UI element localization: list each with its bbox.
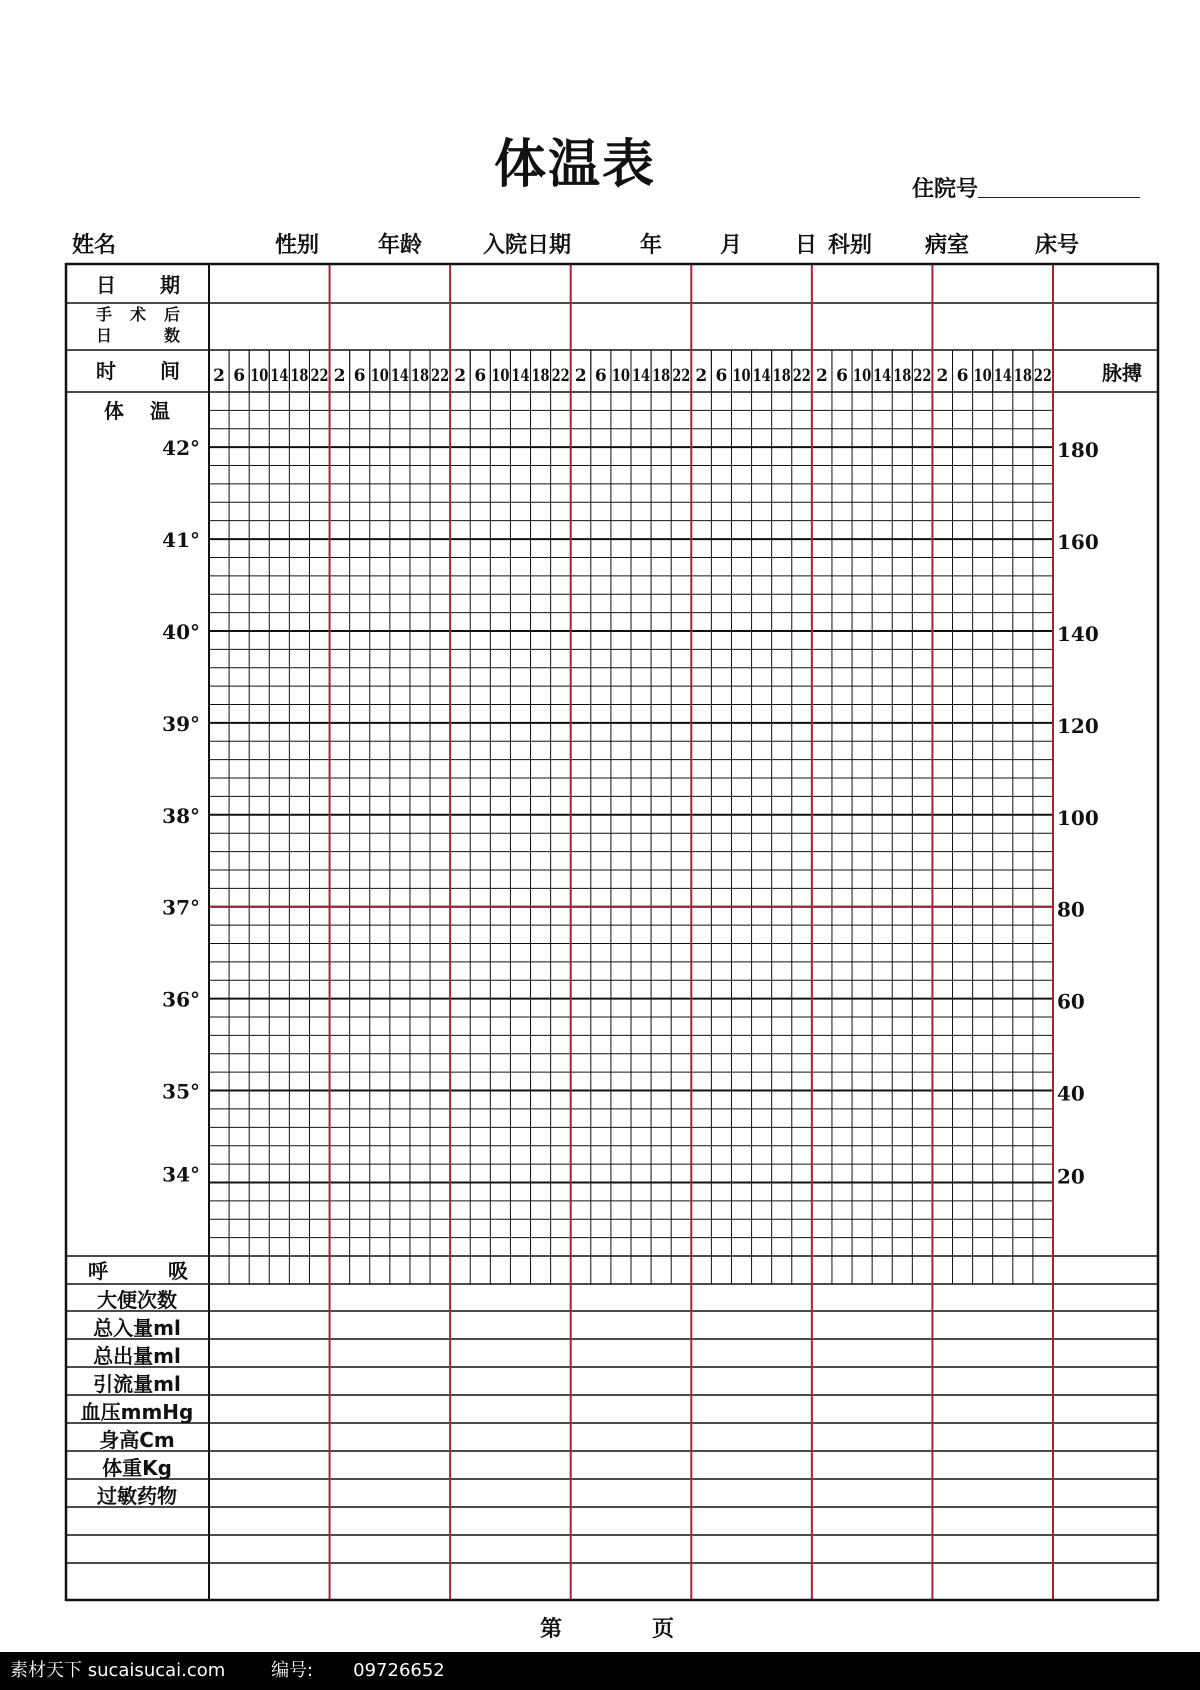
postop-label-2: 术 bbox=[130, 305, 147, 324]
bottom-row-label: 大便次数 bbox=[97, 1288, 177, 1312]
postop-label-1: 手 bbox=[96, 305, 113, 324]
time-tick-label: 6 bbox=[836, 366, 848, 386]
header-age-label: 年龄 bbox=[378, 233, 423, 258]
time-tick-label: 10 bbox=[370, 366, 389, 386]
time-tick-label: 10 bbox=[491, 366, 510, 386]
time-tick-label: 10 bbox=[973, 366, 992, 386]
bottom-row-label: 总入量ml bbox=[93, 1316, 181, 1340]
time-tick-label: 2 bbox=[574, 366, 587, 386]
watermark-id-label: 编号: bbox=[271, 1660, 314, 1681]
header-year-label: 年 bbox=[640, 233, 663, 258]
bottom-row-label: 过敏药物 bbox=[97, 1484, 177, 1508]
header-department-label: 科别 bbox=[828, 233, 873, 258]
time-tick-label: 22 bbox=[913, 366, 932, 386]
pulse-scale-label: 180 bbox=[1057, 438, 1099, 463]
time-tick-label: 2 bbox=[213, 366, 225, 386]
form-border bbox=[66, 264, 1158, 1600]
time-tick-label: 6 bbox=[956, 366, 969, 386]
temperature-scale-label: 42° bbox=[162, 436, 200, 461]
footer-page-suffix: 页 bbox=[652, 1617, 675, 1642]
time-tick-label: 2 bbox=[936, 366, 949, 386]
pulse-scale-label: 100 bbox=[1057, 805, 1099, 830]
time-tick-label: 14 bbox=[873, 366, 892, 386]
temperature-scale-label: 38° bbox=[162, 803, 200, 828]
temperature-scale-label: 36° bbox=[162, 987, 200, 1012]
time-tick-label: 22 bbox=[672, 366, 691, 386]
time-tick-label: 22 bbox=[792, 366, 811, 386]
header-month-label: 月 bbox=[720, 233, 743, 258]
bottom-row-label: 引流量ml bbox=[93, 1372, 181, 1396]
watermark-site: 素材天下 sucaisucai.com bbox=[10, 1660, 226, 1681]
time-tick-label: 2 bbox=[333, 366, 346, 386]
header-bed-label: 床号 bbox=[1035, 233, 1080, 258]
pulse-scale-label: 140 bbox=[1057, 621, 1099, 646]
time-tick-label: 14 bbox=[270, 366, 289, 386]
pulse-scale-label: 40 bbox=[1057, 1081, 1085, 1106]
temperature-scale-label: 35° bbox=[162, 1079, 200, 1104]
header-gender-label: 性别 bbox=[275, 233, 320, 258]
time-tick-label: 10 bbox=[853, 366, 872, 386]
time-tick-label: 2 bbox=[695, 366, 708, 386]
time-tick-label: 6 bbox=[715, 366, 728, 386]
pulse-scale-label: 160 bbox=[1057, 530, 1099, 555]
date-label-2: 期 bbox=[160, 273, 180, 297]
time-tick-label: 22 bbox=[310, 366, 329, 386]
temperature-scale-label: 34° bbox=[162, 1162, 200, 1187]
bottom-row-label: 总出量ml bbox=[93, 1344, 181, 1368]
footer-page-prefix: 第 bbox=[540, 1617, 563, 1642]
header-name-label: 姓名 bbox=[72, 233, 117, 258]
pulse-scale-label: 20 bbox=[1057, 1164, 1085, 1189]
time-tick-label: 10 bbox=[732, 366, 751, 386]
header-day-label: 日 bbox=[795, 233, 818, 258]
page-title: 体温表 bbox=[493, 135, 656, 195]
temperature-scale-label: 40° bbox=[162, 619, 200, 644]
time-tick-label: 18 bbox=[772, 366, 791, 386]
time-tick-label: 18 bbox=[410, 366, 430, 386]
time-tick-label: 14 bbox=[511, 366, 530, 386]
time-tick-label: 6 bbox=[474, 366, 487, 386]
pulse-label: 脉搏 bbox=[1102, 361, 1142, 385]
watermark-bar bbox=[0, 1652, 1200, 1690]
pulse-scale-label: 80 bbox=[1057, 897, 1085, 922]
header-admission-date-label: 入院日期 bbox=[483, 233, 572, 258]
time-tick-label: 14 bbox=[632, 366, 651, 386]
time-tick-label: 6 bbox=[353, 366, 366, 386]
time-tick-label: 18 bbox=[652, 366, 671, 386]
time-tick-label: 18 bbox=[290, 366, 309, 386]
bottom-row-label: 血压mmHg bbox=[80, 1400, 194, 1424]
time-tick-label: 10 bbox=[250, 366, 269, 386]
respiration-label-2: 吸 bbox=[168, 1259, 188, 1283]
time-tick-label: 6 bbox=[594, 366, 607, 386]
temperature-label-2: 温 bbox=[150, 399, 170, 423]
temperature-scale-label: 39° bbox=[162, 711, 200, 736]
time-tick-label: 14 bbox=[390, 366, 410, 386]
time-tick-label: 14 bbox=[752, 366, 771, 386]
pulse-scale-label: 120 bbox=[1057, 713, 1099, 738]
time-tick-label: 2 bbox=[815, 366, 828, 386]
postop-label-5: 数 bbox=[164, 326, 181, 345]
bottom-row-label: 身高Cm bbox=[99, 1428, 175, 1452]
time-tick-label: 22 bbox=[1033, 366, 1052, 386]
time-tick-label: 18 bbox=[893, 366, 912, 386]
temperature-label-1: 体 bbox=[104, 399, 124, 423]
postop-label-3: 后 bbox=[164, 305, 181, 324]
time-tick-label: 14 bbox=[993, 366, 1012, 386]
bottom-row-label: 体重Kg bbox=[102, 1456, 172, 1480]
time-label-1: 时 bbox=[96, 359, 116, 383]
time-tick-label: 2 bbox=[454, 366, 467, 386]
header-ward-label: 病室 bbox=[925, 233, 970, 258]
date-label-1: 日 bbox=[96, 273, 116, 297]
postop-label-4: 日 bbox=[96, 326, 113, 345]
time-tick-label: 22 bbox=[431, 366, 450, 386]
time-tick-label: 10 bbox=[611, 366, 631, 386]
temperature-scale-label: 41° bbox=[162, 528, 200, 553]
respiration-label-1: 呼 bbox=[88, 1259, 108, 1283]
pulse-scale-label: 60 bbox=[1057, 989, 1085, 1014]
time-tick-label: 18 bbox=[531, 366, 550, 386]
time-label-2: 间 bbox=[160, 359, 180, 383]
time-tick-label: 18 bbox=[1013, 366, 1032, 386]
admission-number-label: 住院号 bbox=[912, 177, 979, 202]
time-tick-label: 6 bbox=[233, 366, 246, 386]
time-tick-label: 22 bbox=[551, 366, 570, 386]
temperature-scale-label: 37° bbox=[162, 895, 200, 920]
watermark-id-value: 09726652 bbox=[353, 1660, 445, 1681]
